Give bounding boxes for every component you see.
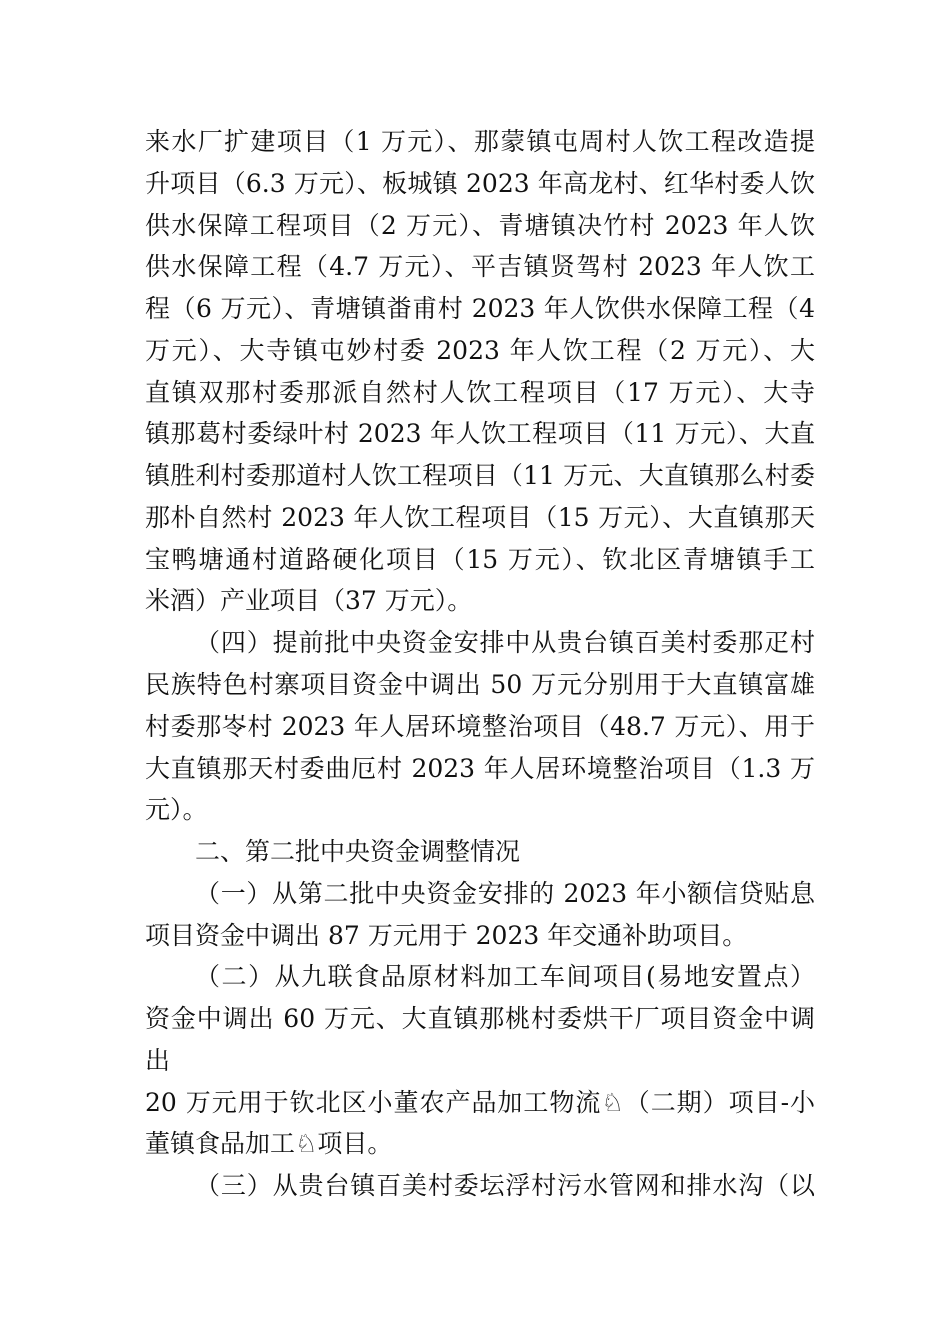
text-line: 20 万元用于钦北区小董农产品加工物流♘（二期）项目-小 bbox=[145, 1088, 815, 1117]
paragraph-start-line: （四）提前批中央资金安排中从贵台镇百美村委那疋村 bbox=[195, 628, 815, 657]
text-line: 万元）、大寺镇屯妙村委 2023 年人饮工程（2 万元）、大 bbox=[145, 336, 815, 365]
text-line: 供水保障工程（4.7 万元）、平吉镇贤驾村 2023 年人饮工 bbox=[145, 252, 815, 281]
text-line: 镇那葛村委绿叶村 2023 年人饮工程项目（11 万元）、大直 bbox=[145, 419, 815, 448]
text-line: 出 bbox=[145, 1046, 171, 1075]
text-line: 元）。 bbox=[145, 795, 208, 824]
paragraph-start-line: （一）从第二批中央资金安排的 2023 年小额信贷贴息 bbox=[195, 879, 815, 908]
text-line: 镇胜利村委那道村人饮工程项目（11 万元、大直镇那么村委 bbox=[145, 461, 815, 490]
text-line: 宝鸭塘通村道路硬化项目（15 万元）、钦北区青塘镇手工 bbox=[145, 545, 815, 574]
text-line: 供水保障工程项目（2 万元）、青塘镇决竹村 2023 年人饮 bbox=[145, 211, 815, 240]
text-line: 董镇食品加工♘项目。 bbox=[145, 1129, 393, 1158]
text-line: 村委那岺村 2023 年人居环境整治项目（48.7 万元）、用于 bbox=[145, 712, 815, 741]
text-line: 直镇双那村委那派自然村人饮工程项目（17 万元）、大寺 bbox=[145, 378, 815, 407]
text-line: 民族特色村寨项目资金中调出 50 万元分别用于大直镇富雄 bbox=[145, 670, 815, 699]
paragraph-start-line: （二）从九联食品原材料加工车间项目(易地安置点） bbox=[195, 962, 815, 991]
text-line: 程（6 万元）、青塘镇畨甫村 2023 年人饮供水保障工程（4 bbox=[145, 294, 815, 323]
text-line: 来水厂扩建项目（1 万元）、那蒙镇屯周村人饮工程改造提 bbox=[145, 127, 815, 156]
text-line: 那朴自然村 2023 年人饮工程项目（15 万元）、大直镇那天 bbox=[145, 503, 815, 532]
text-line: 米酒）产业项目（37 万元）。 bbox=[145, 586, 473, 615]
text-line: 项目资金中调出 87 万元用于 2023 年交通补助项目。 bbox=[145, 921, 748, 950]
paragraph-start-line: （三）从贵台镇百美村委坛浮村污水管网和排水沟（以 bbox=[195, 1171, 815, 1200]
text-line: 大直镇那天村委曲厄村 2023 年人居环境整治项目（1.3 万 bbox=[145, 754, 815, 783]
text-line: 升项目（6.3 万元）、板城镇 2023 年高龙村、红华村委人饮 bbox=[145, 169, 815, 198]
text-line: 资金中调出 60 万元、大直镇那桃村委烘干厂项目资金中调 bbox=[145, 1004, 815, 1033]
section-heading: 二、第二批中央资金调整情况 bbox=[195, 837, 521, 866]
